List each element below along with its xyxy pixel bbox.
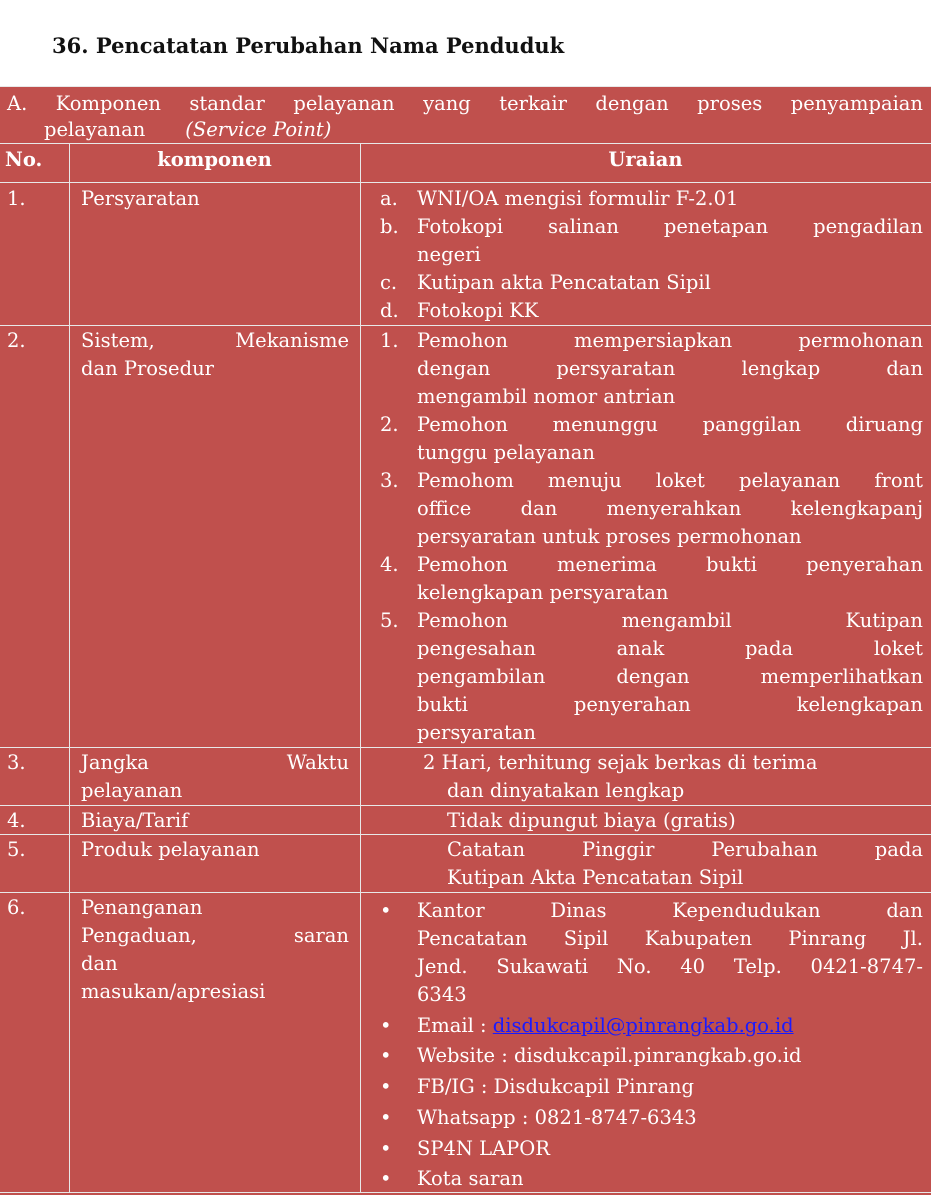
list-item-cont: persyaratan untuk proses permohonan [417,525,802,548]
service-standard-table [0,86,931,1195]
row-3-uraian: 2 Hari, terhitung sejak berkas di terima [423,751,818,774]
contact-whatsapp: Whatsapp : 0821-8747-6343 [417,1106,697,1129]
header-uraian: Uraian [608,148,683,171]
list-item: Pemohon mempersiapkan permohonan [417,329,923,352]
row-1-no: 1. [7,187,26,210]
contact-kotak-saran: Kota saran [417,1167,524,1190]
contact-email [417,1012,794,1040]
list-marker: 1. [380,329,399,352]
list-item: Pemohom menuju loket pelayanan front [417,469,923,492]
row-6-komponen-cont: dan [81,952,118,975]
bullet-icon: • [380,1044,392,1067]
list-item-cont: kelengkapan persyaratan [417,581,669,604]
row-3-uraian-cont: dan dinyatakan lengkap [447,779,685,802]
list-item: Pemohon menerima bukti penyerahan [417,553,923,576]
list-item: Pemohon mengambil Kutipan [417,609,923,632]
list-item-cont: pengambilan dengan memperlihatkan [417,665,923,688]
contact-item-cont: Pencatatan Sipil Kabupaten Pinrang Jl. [417,927,923,950]
row-4-no: 4. [7,809,26,832]
list-item: WNI/OA mengisi formulir F-2.01 [417,187,739,210]
header-komponen: komponen [157,148,272,171]
row-2-no: 2. [7,329,26,352]
list-marker: b. [380,215,399,238]
row-5-uraian: Catatan Pinggir Perubahan pada [447,838,923,861]
list-marker: 3. [380,469,399,492]
bullet-icon: • [380,1014,392,1037]
row-3-no: 3. [7,751,26,774]
row-6-komponen-cont: masukan/apresiasi [81,980,266,1003]
row-6-no: 6. [7,896,26,919]
bullet-icon: • [380,1075,392,1098]
contact-social: FB/IG : Disdukcapil Pinrang [417,1075,695,1098]
header-no: No. [5,148,43,171]
contact-item-cont: Jend. Sukawati No. 40 Telp. 0421-8747- [417,955,923,978]
row-3-komponen-cont: pelayanan [81,779,183,802]
list-item: Kutipan akta Pencatatan Sipil [417,271,711,294]
bullet-icon: • [380,1106,392,1129]
list-item-cont: bukti penyerahan kelengkapan [417,693,923,716]
list-item-cont: tunggu pelayanan [417,441,595,464]
section-heading: A. Komponen standar pelayanan yang terkair dengan proses penyampaian [7,92,923,115]
row-5-no: 5. [7,838,26,861]
list-item-cont: dengan persyaratan lengkap dan [417,357,923,380]
contact-item-cont: 6343 [417,983,467,1006]
row-5-komponen: Produk pelayanan [81,838,260,861]
list-marker: d. [380,299,399,322]
bullet-icon: • [380,899,392,922]
list-marker: 4. [380,553,399,576]
list-item-cont: office dan menyerahkan kelengkapanj [417,497,923,520]
contact-website: Website : disdukcapil.pinrangkab.go.id [417,1044,802,1067]
bullet-icon: • [380,1137,392,1160]
list-item-cont: persyaratan [417,721,536,744]
list-marker: 2. [380,413,399,436]
row-5-uraian-cont: Kutipan Akta Pencatatan Sipil [447,866,744,889]
contact-lapor: SP4N LAPOR [417,1137,550,1160]
row-6-komponen-cont: Pengaduan, saran [81,924,349,947]
row-1-komponen: Persyaratan [81,187,200,210]
list-marker: c. [380,271,398,294]
list-item-cont: negeri [417,243,481,266]
bullet-icon: • [380,1167,392,1190]
list-item: Pemohon menunggu panggilan diruang [417,413,923,436]
row-2-komponen-cont: dan Prosedur [81,357,214,380]
row-2-komponen: Sistem, Mekanisme [81,329,349,352]
contact-item: Kantor Dinas Kependudukan dan [417,899,923,922]
list-item: Fotokopi KK [417,299,539,322]
list-item: Fotokopi salinan penetapan pengadilan [417,215,923,238]
row-4-komponen: Biaya/Tarif [81,809,189,832]
section-heading-cont: pelayanan (Service Point) [44,118,332,141]
row-3-komponen: Jangka Waktu [81,751,349,774]
document-title: 36. Pencatatan Perubahan Nama Penduduk [52,33,565,58]
row-4-uraian: Tidak dipungut biaya (gratis) [447,809,736,832]
list-marker: 5. [380,609,399,632]
list-item-cont: pengesahan anak pada loket [417,637,923,660]
email-link[interactable]: disdukcapil@pinrangkab.go.id [492,1014,794,1037]
list-item-cont: mengambil nomor antrian [417,385,676,408]
email-label: Email : [417,1014,493,1037]
list-marker: a. [380,187,398,210]
row-6-komponen: Penanganan [81,896,203,919]
